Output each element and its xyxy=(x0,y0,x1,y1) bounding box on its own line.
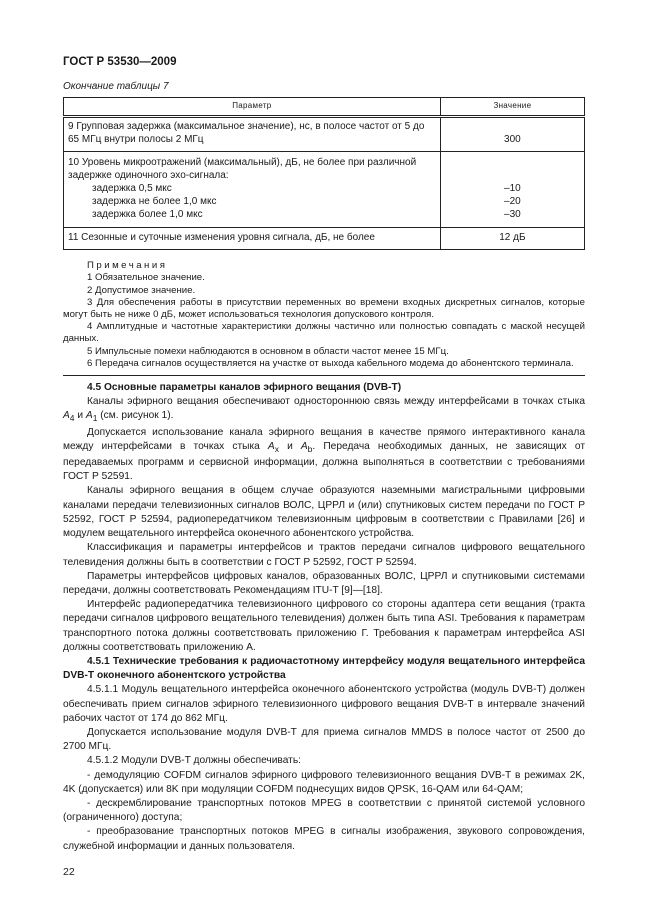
text: . Передача необходимых данных, не зависящих от передаваемых программ и сервисной информации, должна выполняться в соответствии с требованиями ГОСТ Р 52591. xyxy=(63,440,585,483)
note-item: 2 Допустимое значение. xyxy=(87,284,196,296)
subscript: 4 xyxy=(69,413,75,424)
paragraph: Допускается использование модуля DVB-T для приема сигналов MMDS в полосе частот от 2500 до 2700 МГц. xyxy=(63,726,585,753)
cell-param: 11 Сезонные и суточные изменения уровня сигнала, дБ, не более xyxy=(64,228,441,250)
column-header-value: Значение xyxy=(440,98,584,117)
list-item: - дескремблирование транспортных потоков MPEG в соответствии с принятой системой условного (ограниченного) доступа; xyxy=(63,797,585,824)
paragraph: Классификация и параметры интерфейсов и трактов передачи сигналов цифрового вещательного телевидения должны быть в соответствии с ГОСТ Р 52592, ГОСТ Р 52594. xyxy=(63,542,585,568)
subscript: b xyxy=(307,443,313,454)
note-item: 4 Амплитудные и частотные характеристики должны частично или полностью совпадать с маской несущей данных. xyxy=(63,321,585,345)
symbol: A xyxy=(85,410,93,422)
table-row xyxy=(64,152,585,228)
notes-divider xyxy=(63,375,585,376)
text: Допускается использование канала эфирного вещания в качестве прямого интерактивного канала между интерфейсами в точках стыка xyxy=(63,426,585,452)
sub-param: задержка 0,5 мкс xyxy=(92,182,172,194)
text: Каналы эфирного вещания обеспечивают одностороннюю связь между интерфейсами в точках стыка xyxy=(87,396,585,408)
section-heading: 4.5 Основные параметры каналов эфирного вещания (DVB-T) xyxy=(87,382,402,393)
document-header: ГОСТ Р 53530—2009 xyxy=(63,56,177,68)
text: и xyxy=(278,440,301,452)
table-row xyxy=(64,228,585,250)
subsection-heading: 4.5.1 Технические требования к радиочастотному интерфейсу модуля вещательного интерфейса DVB-T оконечного абонентского устройства xyxy=(63,655,585,682)
paragraph xyxy=(63,395,585,425)
subscript: 1 xyxy=(92,413,98,424)
cell-value xyxy=(440,152,584,228)
paragraph: Каналы эфирного вещания в общем случае образуются наземными магистральными цифровыми каналами передачи телевизионных сигналов ВОЛС, ЦРРЛ и (или) спутниковых систем передачи по ГОСТ Р 52592, ГОСТ Р 52594, радиопередатчиком телевизионным цифровым в соответствии с Правилами [26] и модулем вещательного интерфейса оконечного абонентского устройства. xyxy=(63,485,585,540)
param-text: 10 Уровень микроотражений (максимальный), дБ, не более при различной задержке одиночного эхо-сигнала: xyxy=(68,157,417,182)
paragraph: Параметры интерфейсов цифровых каналов, образованных ВОЛС, ЦРРЛ и спутниковыми системами передачи, должны соответствовать Рекомендациям ITU-T [9]—[18]. xyxy=(63,570,585,596)
text: и xyxy=(74,410,86,422)
paragraph xyxy=(63,426,585,485)
note-item: 6 Передача сигналов осуществляется на участке от выхода кабельного модема до абонентского терминала. xyxy=(87,357,574,369)
column-header-parameter: Параметр xyxy=(64,98,441,117)
parameters-table xyxy=(63,97,585,250)
symbol: A xyxy=(267,440,275,452)
paragraph: Интерфейс радиопередатчика телевизионного цифрового со стороны адаптера сети вещания (тракта передачи сигналов цифрового вещательного телевидения) должен быть типа ASI. Требования к параметрам транспортного потока должны соответствовать приложению Г. Требования к параметрам интерфейса ASI должны соответствовать приложению А. xyxy=(63,599,585,653)
cell-value: 12 дБ xyxy=(440,228,584,250)
symbol: A xyxy=(63,410,70,422)
table-row xyxy=(64,116,585,152)
note-item: 5 Импульсные помехи наблюдаются в основном в области частот менее 15 МГц. xyxy=(87,345,449,357)
text: (см. рисунок 1). xyxy=(97,410,174,422)
note-item: 3 Для обеспечения работы в присутствии переменных во времени входных дискретных сигналов, которые могут быть не ниже 0 дБ, может использоваться технология допускового контроля. xyxy=(63,296,585,320)
notes-title: Примечания xyxy=(87,260,168,272)
note-item: 1 Обязательное значение. xyxy=(87,272,205,284)
page-number: 22 xyxy=(63,865,75,878)
cell-param xyxy=(64,152,441,228)
sub-value: –30 xyxy=(504,208,521,220)
sub-param: задержка не более 1,0 мкс xyxy=(92,195,217,207)
symbol: A xyxy=(300,440,308,452)
section-body xyxy=(63,381,585,854)
cell-param: 9 Групповая задержка (максимальное значение), нс, в полосе частот от 5 до 65 МГц внутри полосы 2 МГц xyxy=(64,116,441,152)
table-notes xyxy=(63,260,585,370)
paragraph: 4.5.1.1 Модуль вещательного интерфейса оконечного абонентского устройства (модуль DVB-T) должен обеспечивать прием сигналов эфирного телевизионного цифрового вещания DVB-T в интервале значений рабочих частот от 174 до 862 МГц. xyxy=(63,684,585,724)
table-caption: Окончание таблицы 7 xyxy=(63,81,169,92)
sub-value: –10 xyxy=(504,182,521,194)
table-header-row xyxy=(64,98,585,117)
sub-value: –20 xyxy=(504,195,521,207)
sub-param: задержка более 1,0 мкс xyxy=(92,208,203,220)
subscript: x xyxy=(274,443,279,454)
list-item: - преобразование транспортных потоков MPEG в сигналы изображения, звукового сопровождения, служебной информации и данных пользователя. xyxy=(63,826,585,852)
list-item: - демодуляцию COFDM сигналов эфирного цифрового телевизионного вещания DVB-T в режимах 2K, 4K (допускается) или 8K при модуляции COFDM поднесущих видов QPSK, 16-QAM или 64-QAM; xyxy=(63,769,585,795)
paragraph: 4.5.1.2 Модули DVB-T должны обеспечивать: xyxy=(87,755,301,767)
cell-value: 300 xyxy=(440,116,584,152)
